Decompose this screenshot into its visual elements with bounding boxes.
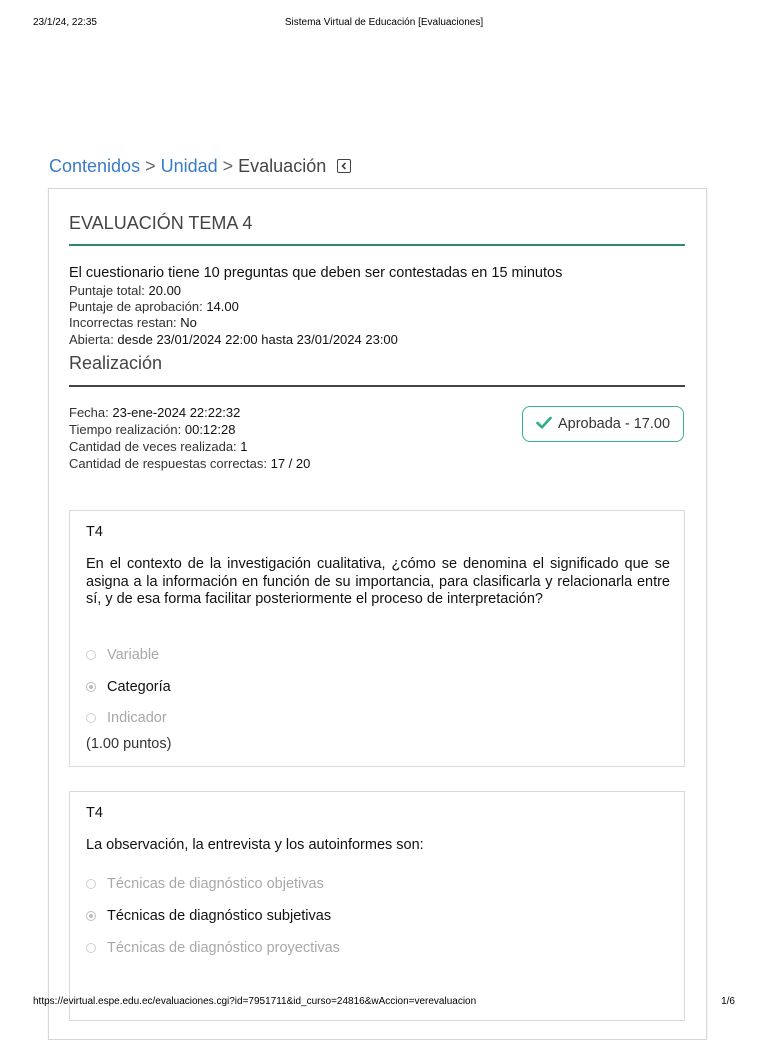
breadcrumb-separator: > [222,156,234,176]
evaluation-intro: El cuestionario tiene 10 preguntas que deben ser contestadas en 15 minutos [69,265,563,281]
realization-divider [69,385,685,387]
radio-button-selected[interactable] [86,911,96,921]
info-passing-score: Puntaje de aprobación: 14.00 [69,299,239,314]
print-page-title: Sistema Virtual de Educación [Evaluaciones] [284,17,484,28]
evaluation-card [48,188,707,1040]
radio-button-selected[interactable] [86,682,96,692]
breadcrumb [49,156,351,177]
answer-option-selected[interactable] [86,679,171,695]
breadcrumb-link-contenidos[interactable]: Contenidos [49,156,141,176]
answer-option-label: Técnicas de diagnóstico subjetivas [107,908,332,924]
realization-title: Realización [69,353,163,373]
check-icon [536,416,552,433]
answer-option-selected[interactable] [86,908,331,924]
info-date: Fecha: 23-ene-2024 22:22:32 [69,405,241,420]
question-tag: T4 [86,524,103,540]
title-divider [69,244,685,246]
radio-button[interactable] [86,650,96,660]
chevron-left-square-icon[interactable] [337,159,351,173]
print-page-number: 1/6 [721,996,735,1007]
answer-option-label: Técnicas de diagnóstico objetivas [107,876,324,892]
info-attempts: Cantidad de veces realizada: 1 [69,439,248,454]
answer-option-label: Variable [107,647,160,663]
question-points: (1.00 puntos) [86,736,172,752]
breadcrumb-separator: > [145,156,156,176]
info-negative-marking: Incorrectas restan: No [69,315,197,330]
radio-button[interactable] [86,879,96,889]
answer-option[interactable] [86,710,167,726]
print-url: https://evirtual.espe.edu.ec/evaluaciones.cgi?id=7951711&id_curso=24816&wAccion=verevaluacion [33,996,477,1007]
print-date: 23/1/24, 22:35 [33,17,97,28]
question-text: La observación, la entrevista y los autoinformes son: [86,837,424,853]
radio-button[interactable] [86,943,96,953]
info-open-window: Abierta: desde 23/01/2024 22:00 hasta 23/01/2024 23:00 [69,332,398,347]
answer-option-label: Categoría [107,679,171,695]
breadcrumb-current: Evaluación [238,156,327,176]
question-tag: T4 [86,805,103,821]
info-duration: Tiempo realización: 00:12:28 [69,422,236,437]
answer-option[interactable] [86,647,159,663]
breadcrumb-link-unidad[interactable]: Unidad [160,156,218,176]
status-badge-label: Aprobada - 17.00 [557,416,671,432]
info-total-score: Puntaje total: 20.00 [69,283,182,298]
answer-option[interactable] [86,940,340,956]
radio-button[interactable] [86,713,96,723]
answer-option-label: Técnicas de diagnóstico proyectivas [107,940,340,956]
question-text: En el contexto de la investigación cualitativa, ¿cómo se denomina el significado que se asigna a la información en función de su importancia, para clasificarla y relacionarla entre sí, y de esa forma facilitar posteriormente el proceso de interpretación? [86,556,670,607]
evaluation-title: EVALUACIÓN TEMA 4 [69,213,253,233]
status-badge [522,406,684,442]
question-card [69,791,685,1021]
question-card [69,510,685,767]
info-correct-answers: Cantidad de respuestas correctas: 17 / 20 [69,456,311,471]
answer-option-label: Indicador [107,710,167,726]
answer-option[interactable] [86,876,324,892]
